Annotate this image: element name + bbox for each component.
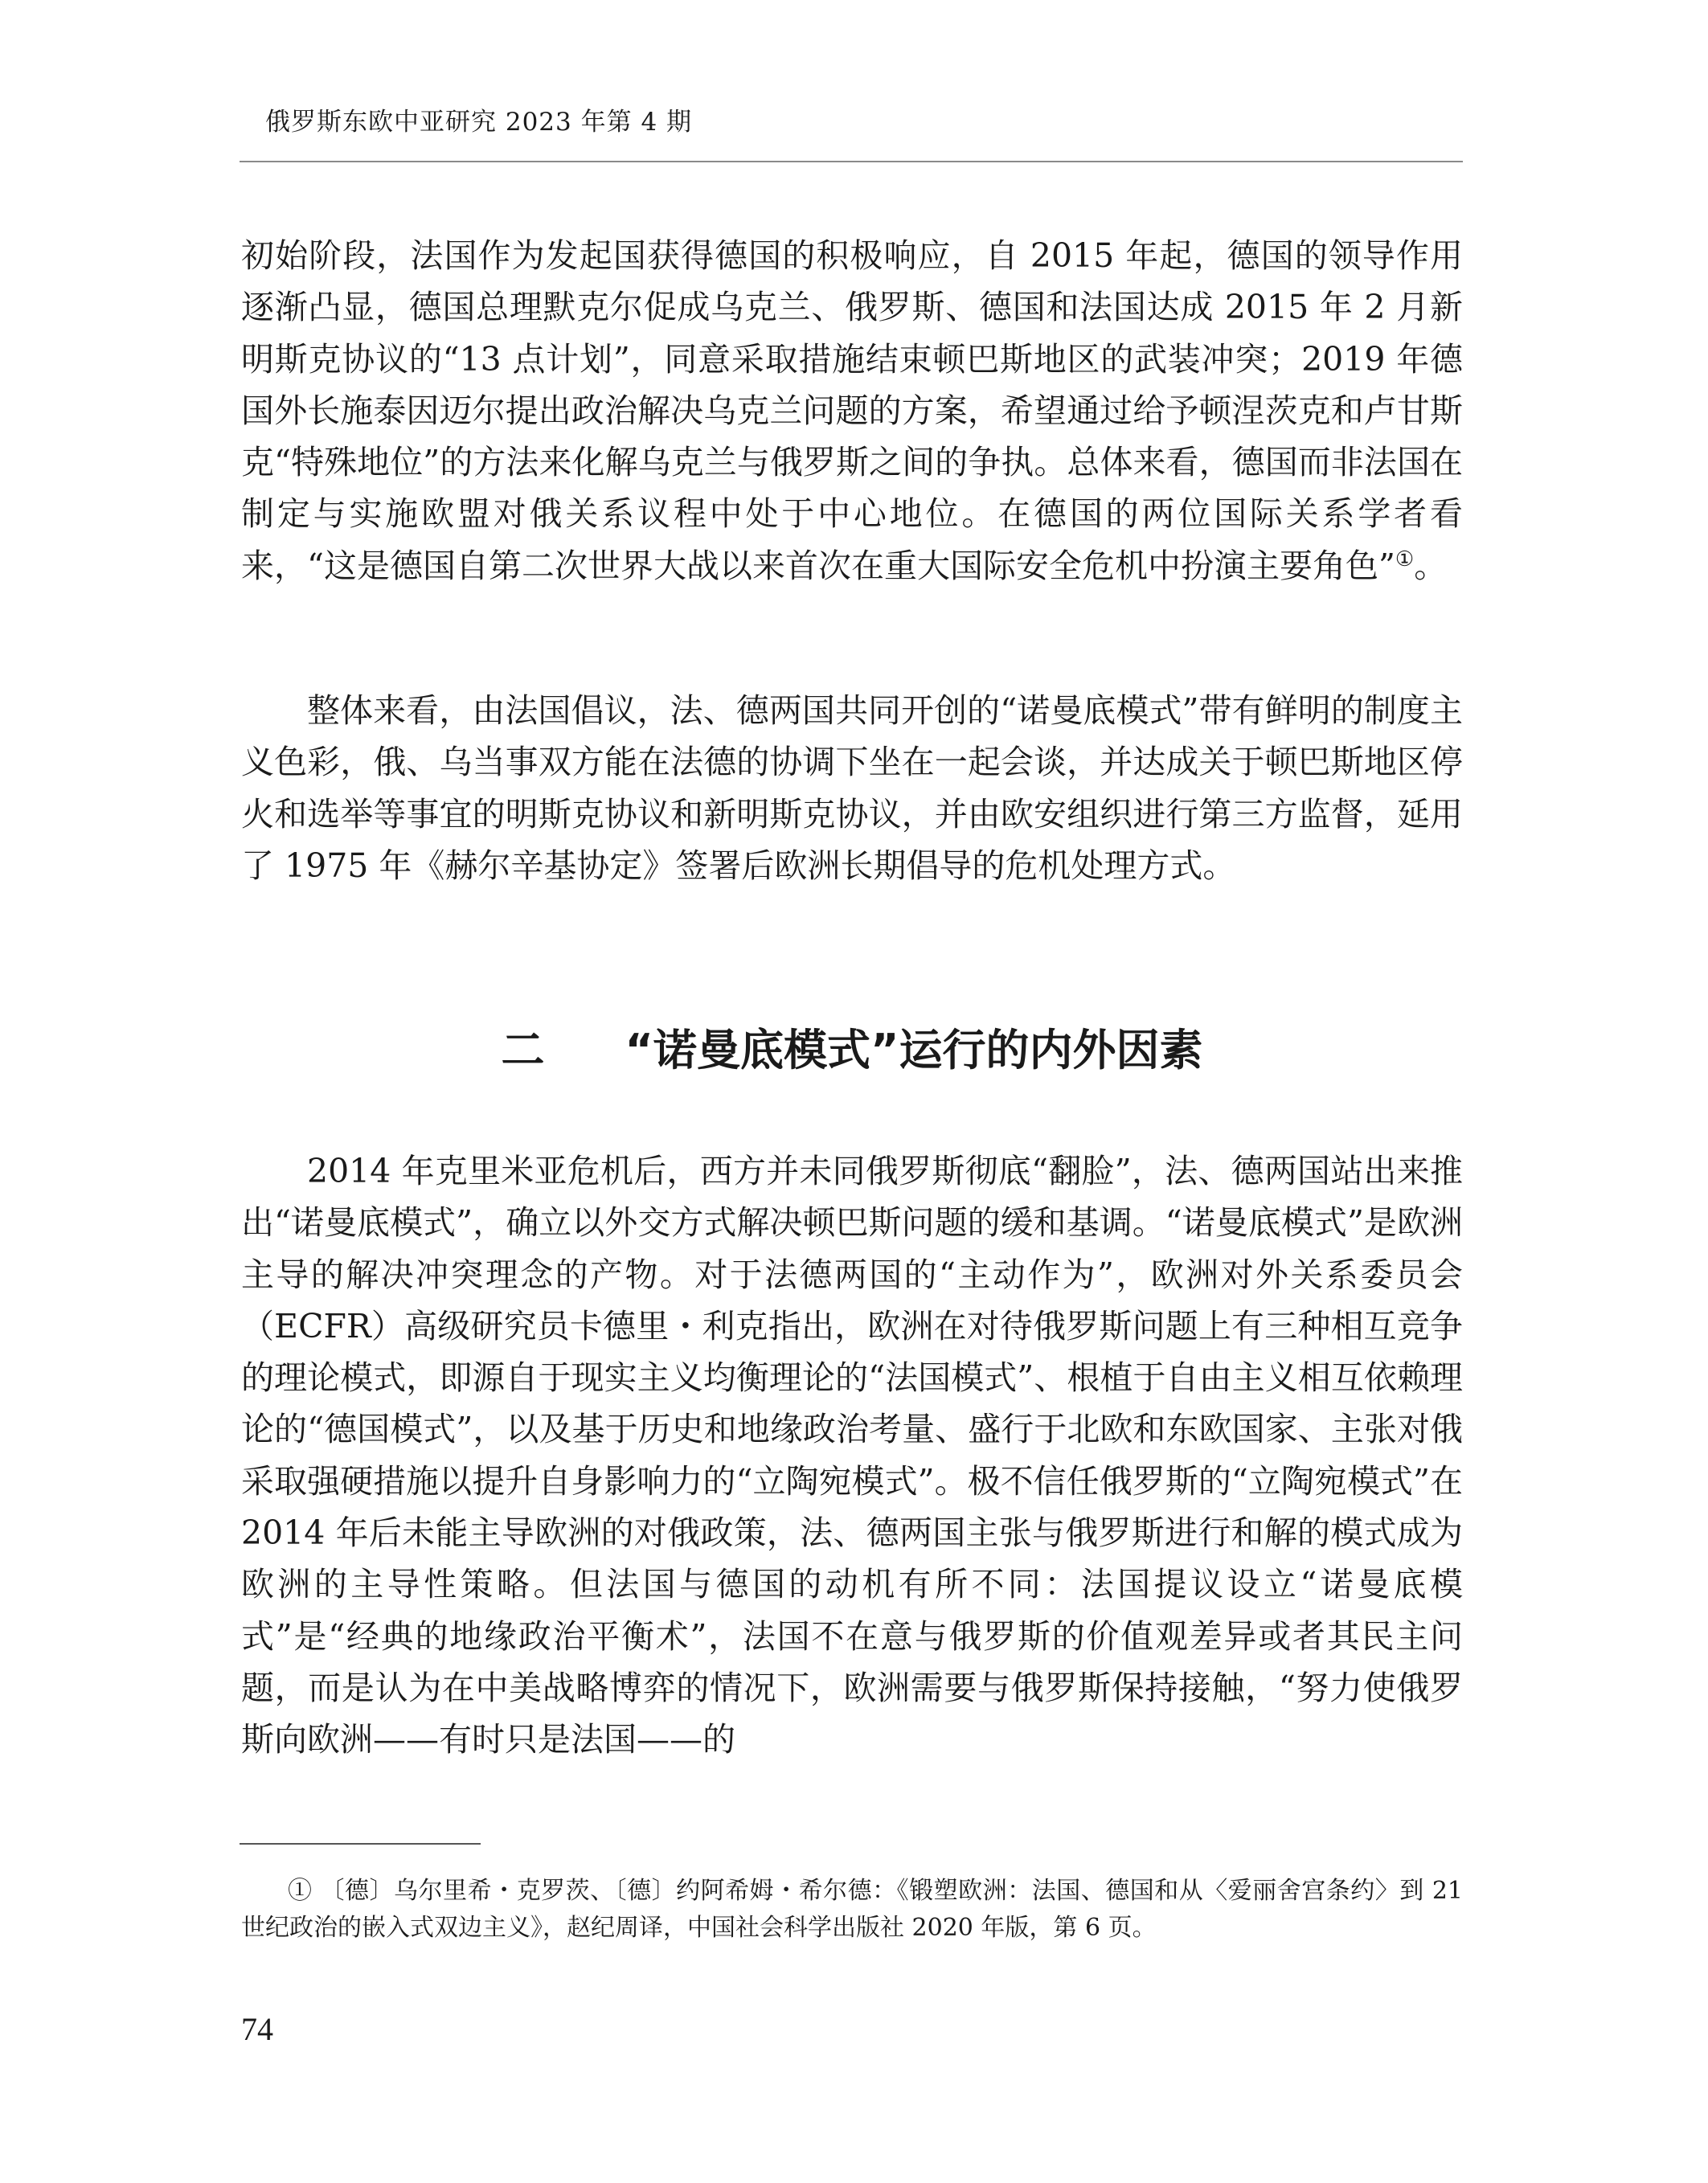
page-number: 74 xyxy=(241,2011,273,2047)
body-paragraph-2 xyxy=(241,685,1463,891)
section-number: 二 xyxy=(501,1025,545,1075)
paragraph-1-end: 。 xyxy=(1414,546,1448,585)
paragraph-2-text: 整体来看，由法国倡议，法、德两国共同开创的“诺曼底模式”带有鲜明的制度主义色彩，俄、乌当事双方能在法德的协调下坐在一起会谈，并达成关于顿巴斯地区停火和选举等事宜的明斯克协议和新明斯克协议，并由欧安组织进行第三方监督，延用了 1975 年《赫尔辛基协定》签署后欧洲长期倡导的危机处理方式。 xyxy=(241,691,1463,885)
running-header: 俄罗斯东欧中亚研究 2023 年第 4 期 xyxy=(265,108,693,137)
section-title: “诺曼底模式”运行的内外因素 xyxy=(625,1025,1203,1075)
footnote-rule xyxy=(240,1843,481,1845)
section-heading xyxy=(241,1022,1463,1079)
body-paragraph-3 xyxy=(241,1145,1463,1766)
body-paragraph-1 xyxy=(241,230,1463,592)
footnote-1: ① 〔德〕乌尔里希・克罗茨、〔德〕约阿希姆・希尔德：《锻塑欧洲：法国、德国和从〈爱丽舍宫条约〉到 21 世纪政治的嵌入式双边主义》，赵纪周译，中国社会科学出版社 2020 年版，第 6 页。 xyxy=(241,1877,1463,1942)
header-rule xyxy=(240,161,1463,162)
footnote-marker[interactable]: ① xyxy=(1395,547,1415,571)
paragraph-1-text: 初始阶段，法国作为发起国获得德国的积极响应，自 2015 年起，德国的领导作用逐渐凸显，德国总理默克尔促成乌克兰、俄罗斯、德国和法国达成 2015 年 2 月新明斯克协议的“13 点计划”，同意采取措施结束顿巴斯地区的武装冲突；2019 年德国外长施泰因迈尔提出政治解决乌克兰问题的方案，希望通过给予顿涅茨克和卢甘斯克“特殊地位”的方法来化解乌克兰与俄罗斯之间的争执。总体来看，德国而非法国在制定与实施欧盟对俄关系议程中处于中心地位。在德国的两位国际关系学者看来，“这是德国自第二次世界大战以来首次在重大国际安全危机中扮演主要角色” xyxy=(241,236,1463,585)
paragraph-3-text: 2014 年克里米亚危机后，西方并未同俄罗斯彻底“翻脸”，法、德两国站出来推出“诺曼底模式”，确立以外交方式解决顿巴斯问题的缓和基调。“诺曼底模式”是欧洲主导的解决冲突理念的产物。对于法德两国的“主动作为”，欧洲对外关系委员会（ECFR）高级研究员卡德里・利克指出，欧洲在对待俄罗斯问题上有三种相互竞争的理论模式，即源自于现实主义均衡理论的“法国模式”、根植于自由主义相互依赖理论的“德国模式”，以及基于历史和地缘政治考量、盛行于北欧和东欧国家、主张对俄采取强硬措施以提升自身影响力的“立陶宛模式”。极不信任俄罗斯的“立陶宛模式”在 2014 年后未能主导欧洲的对俄政策，法、德两国主张与俄罗斯进行和解的模式成为欧洲的主导性策略。但法国与德国的动机有所不同：法国提议设立“诺曼底模式”是“经典的地缘政治平衡术”，法国不在意与俄罗斯的价值观差异或者其民主问题，而是认为在中美战略博弈的情况下，欧洲需要与俄罗斯保持接触，“努力使俄罗斯向欧洲——有时只是法国——的 xyxy=(241,1152,1463,1759)
